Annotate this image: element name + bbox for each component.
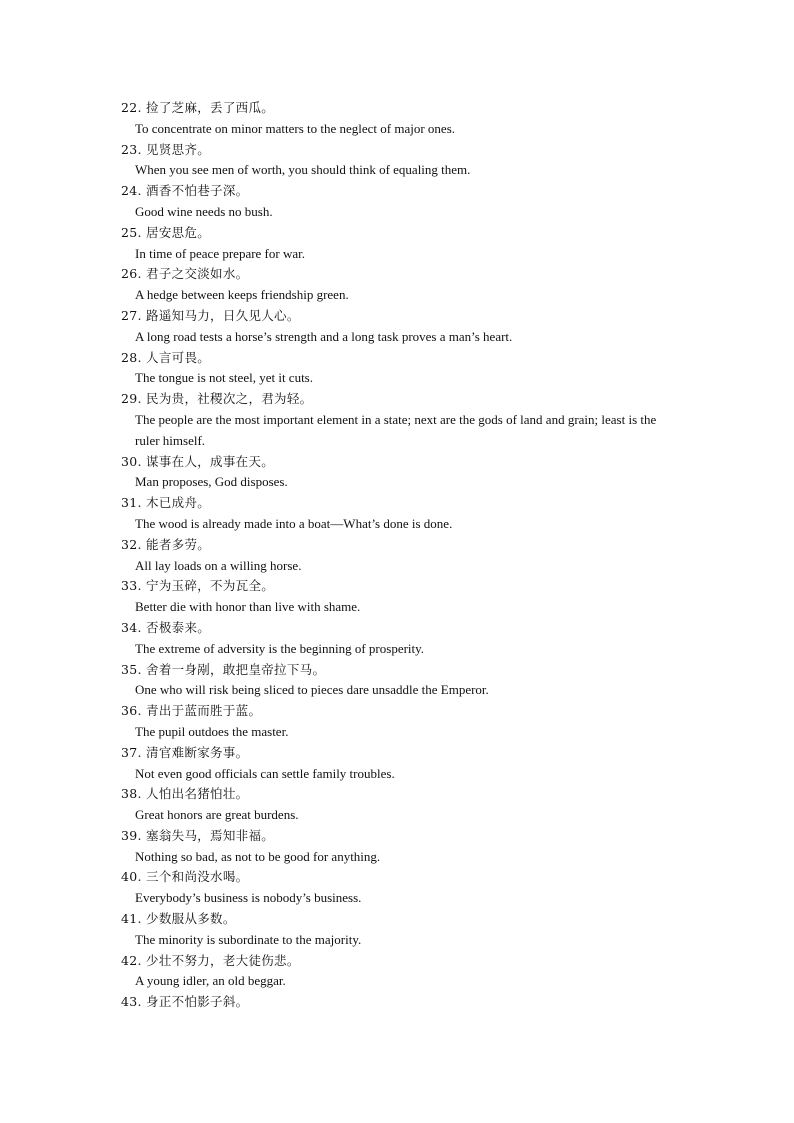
proverb-english: To concentrate on minor matters to the neglect of major ones.: [135, 120, 456, 136]
proverb-entry: [121, 306, 681, 348]
proverb-english: All lay loads on a willing horse.: [135, 557, 302, 573]
proverb-entry: [121, 826, 681, 868]
proverb-english: Man proposes, God disposes.: [135, 474, 288, 490]
proverb-chinese: 43. 身正不怕影子斜。: [121, 994, 249, 1010]
proverb-entry: [121, 140, 681, 182]
proverb-chinese: 28. 人言可畏。: [121, 349, 211, 365]
proverb-chinese: 38. 人怕出名猪怕壮。: [121, 786, 249, 802]
proverb-english: The wood is already made into a boat—What’s done is done.: [135, 515, 453, 531]
proverb-entry: [121, 348, 681, 390]
proverb-chinese: 31. 木已成舟。: [121, 495, 211, 511]
proverb-entry: [121, 867, 681, 909]
proverb-entry: [121, 660, 681, 702]
proverb-chinese: 32. 能者多劳。: [121, 536, 211, 552]
proverb-english: When you see men of worth, you should think of equaling them.: [135, 162, 471, 178]
proverb-english: The pupil outdoes the master.: [135, 723, 289, 739]
proverb-english: A young idler, an old beggar.: [135, 973, 286, 989]
proverb-english: In time of peace prepare for war.: [135, 245, 305, 261]
proverb-entry: [121, 535, 681, 577]
proverb-chinese: 37. 清官难断家务事。: [121, 744, 249, 760]
proverb-chinese: 22. 捡了芝麻，丢了西瓜。: [121, 100, 275, 115]
proverb-chinese: 36. 青出于蓝而胜于蓝。: [121, 703, 262, 719]
proverb-chinese: 30. 谋事在人，成事在天。: [121, 453, 275, 469]
proverb-entry: [121, 264, 681, 306]
proverb-english: A hedge between keeps friendship green.: [135, 287, 349, 303]
proverb-chinese: 23. 见贤思齐。: [121, 141, 211, 157]
proverb-english: Good wine needs no bush.: [135, 203, 273, 219]
proverb-english: The minority is subordinate to the majority.: [135, 931, 362, 947]
proverb-entry: [121, 98, 681, 140]
proverb-chinese: 35. 舍着一身剐，敢把皇帝拉下马。: [121, 661, 326, 677]
proverb-chinese: 34. 否极泰来。: [121, 619, 211, 635]
proverb-english: The tongue is not steel, yet it cuts.: [135, 370, 313, 386]
proverb-entry: [121, 389, 681, 451]
proverb-english: Everybody’s business is nobody’s business.: [135, 890, 362, 906]
proverb-entry: [121, 701, 681, 743]
proverb-entry: [121, 909, 681, 951]
proverb-entry: [121, 743, 681, 785]
proverb-list: [121, 98, 681, 1013]
proverb-entry: [121, 992, 681, 1013]
proverb-english: The people are the most important element in a state; next are the gods of land and grain; least is the ruler himself.: [135, 411, 657, 448]
proverb-chinese: 25. 居安思危。: [121, 224, 211, 240]
proverb-entry: [121, 181, 681, 223]
proverb-chinese: 42. 少壮不努力，老大徒伤悲。: [121, 952, 300, 968]
proverb-chinese: 26. 君子之交淡如水。: [121, 266, 249, 282]
proverb-chinese: 40. 三个和尚没水喝。: [121, 869, 249, 885]
proverb-chinese: 24. 酒香不怕巷子深。: [121, 183, 249, 199]
proverb-english: The extreme of adversity is the beginning of prosperity.: [135, 640, 425, 656]
proverb-chinese: 33. 宁为玉碎，不为瓦全。: [121, 578, 275, 594]
proverb-entry: [121, 784, 681, 826]
proverb-entry: [121, 618, 681, 660]
proverb-entry: [121, 223, 681, 265]
proverb-english: Not even good officials can settle family troubles.: [135, 765, 395, 781]
proverb-english: One who will risk being sliced to pieces dare unsaddle the Emperor.: [135, 682, 489, 698]
proverb-entry: [121, 951, 681, 993]
proverb-entry: [121, 452, 681, 494]
proverb-chinese: 41. 少数服从多数。: [121, 911, 236, 927]
proverb-chinese: 29. 民为贵，社稷次之，君为轻。: [121, 391, 313, 407]
proverb-english: Better die with honor than live with shame.: [135, 599, 361, 615]
proverb-chinese: 39. 塞翁失马，焉知非福。: [121, 827, 275, 843]
proverb-entry: [121, 576, 681, 618]
proverb-english: A long road tests a horse’s strength and a long task proves a man’s heart.: [135, 328, 513, 344]
proverb-english: Nothing so bad, as not to be good for anything.: [135, 848, 381, 864]
proverb-english: Great honors are great burdens.: [135, 807, 299, 823]
proverb-entry: [121, 493, 681, 535]
proverb-chinese: 27. 路遥知马力，日久见人心。: [121, 307, 300, 323]
